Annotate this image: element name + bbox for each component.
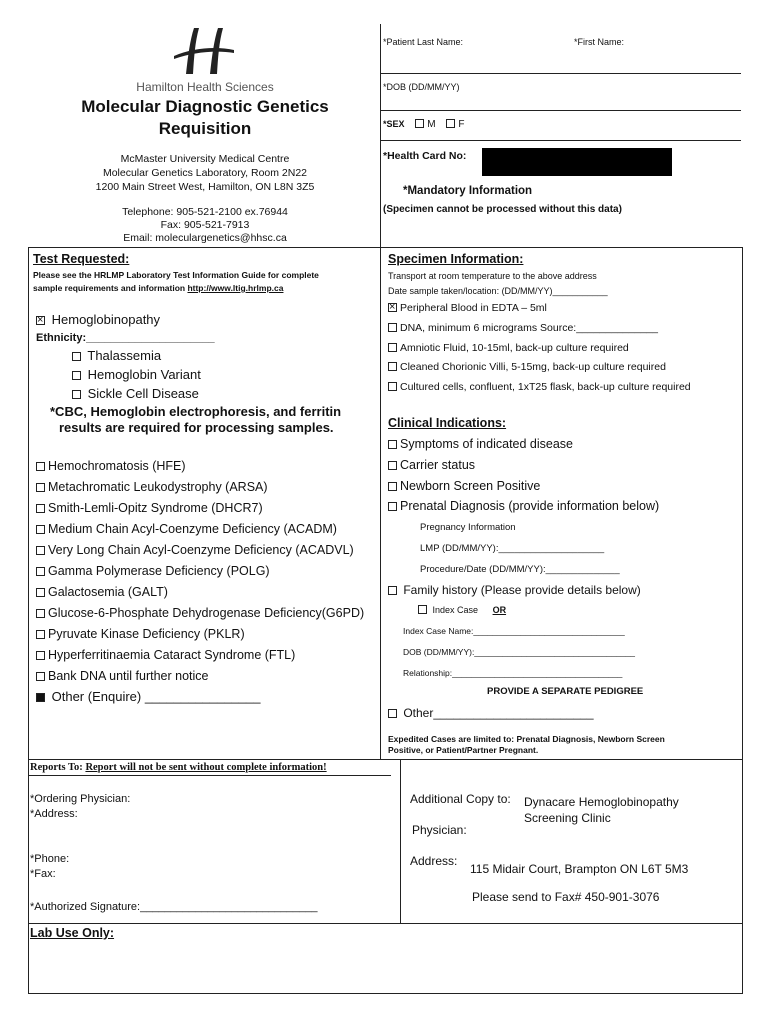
test-option[interactable] [36, 459, 186, 473]
mandatory-sub: (Specimen cannot be processed without this data) [383, 204, 622, 215]
pregnancy-info: Pregnancy Information [420, 522, 516, 533]
hb-variant-option[interactable] [72, 367, 201, 382]
sex-m-checkbox[interactable] [415, 119, 424, 128]
name-underline [381, 73, 741, 74]
send-fax-note: Please send to Fax# 450-901-3076 [472, 890, 660, 904]
family-history-checkbox[interactable] [388, 586, 397, 595]
clinical-heading: Clinical Indications: [388, 416, 507, 430]
hemoglobinopathy-label: Hemoglobinopathy [51, 312, 161, 327]
test-option[interactable] [36, 501, 263, 515]
ordering-physician-field[interactable]: *Ordering Physician: [30, 793, 131, 805]
mid-divider-vertical [380, 247, 381, 759]
test-option[interactable] [36, 564, 270, 578]
lab-address-line2: Molecular Genetics Laboratory, Room 2N22 [102, 167, 308, 179]
form-title-line2: Requisition [158, 119, 252, 138]
test-option-label: Pyruvate Kinase Deficiency (PKLR) [48, 627, 245, 641]
index-case-label: Index Case [432, 605, 479, 615]
clinical-option-label: Symptoms of indicated disease [400, 437, 574, 451]
copy-name-line1: Dynacare Hemoglobinopathy [524, 795, 679, 809]
copy-address-label: Address: [410, 854, 458, 868]
test-option[interactable] [36, 669, 209, 683]
form-border-right [742, 247, 743, 993]
specimen-option[interactable] [388, 342, 629, 354]
test-requested-heading: Test Requested: [33, 252, 130, 266]
test-option-checkbox[interactable] [36, 483, 45, 492]
copy-address: 115 Midair Court, Brampton ON L6T 5M3 [470, 862, 689, 876]
clinical-option-checkbox[interactable] [388, 482, 397, 491]
lab-use-label: Lab Use Only: [30, 926, 115, 940]
specimen-option-checkbox[interactable] [388, 343, 397, 352]
test-option-label: Galactosemia (GALT) [48, 585, 168, 599]
lab-fax: Fax: 905-521-7913 [160, 219, 250, 231]
patient-last-name-label: *Patient Last Name: [383, 37, 464, 47]
hb-variant-checkbox[interactable] [72, 371, 81, 380]
thalassemia-label: Thalassemia [87, 348, 162, 363]
lab-telephone: Telephone: 905-521-2100 ex.76944 [122, 206, 288, 218]
family-history-label: Family history (Please provide details below) [403, 583, 641, 597]
physician-address-field[interactable]: *Address: [30, 808, 78, 820]
specimen-option[interactable] [388, 322, 658, 334]
clinical-option-label: Prenatal Diagnosis (provide information below) [400, 499, 660, 513]
hemoglobinopathy-option[interactable] [36, 312, 160, 327]
thalassemia-checkbox[interactable] [72, 352, 81, 361]
sex-f-checkbox[interactable] [446, 119, 455, 128]
lab-address-line1: McMaster University Medical Centre [120, 153, 290, 165]
specimen-option-label: DNA, minimum 6 micrograms Source:______________ [400, 322, 658, 334]
sickle-cell-label: Sickle Cell Disease [87, 386, 199, 401]
sickle-cell-checkbox[interactable] [72, 390, 81, 399]
hemoglobinopathy-checkbox[interactable] [36, 316, 45, 325]
test-option[interactable] [36, 648, 295, 662]
test-option-checkbox[interactable] [36, 567, 45, 576]
signature-field[interactable]: *Authorized Signature:_____________________________ [30, 901, 318, 913]
specimen-date-taken[interactable]: Date sample taken/location: (DD/MM/YY)___________ [388, 286, 608, 296]
test-option[interactable] [36, 606, 364, 620]
hhs-logo-icon [172, 26, 236, 76]
patient-name-field[interactable] [383, 50, 728, 72]
specimen-option-label: Peripheral Blood in EDTA – 5ml [400, 302, 547, 314]
test-info-line2 [33, 283, 283, 293]
clinical-option-checkbox[interactable] [388, 440, 397, 449]
form-border-bottom [28, 993, 743, 994]
specimen-transport: Transport at room temperature to the above address [388, 271, 597, 281]
test-option-checkbox[interactable] [36, 588, 45, 597]
or-label: OR [492, 605, 507, 615]
cbc-note-line1: *CBC, Hemoglobin electrophoresis, and ferritin [50, 404, 342, 419]
health-card-field[interactable] [482, 148, 672, 176]
reports-to-label: Reports To: [30, 762, 83, 773]
test-option-label: Smith-Lemli-Opitz Syndrome (DHCR7) [48, 501, 263, 515]
test-option[interactable] [36, 627, 245, 641]
ethnicity-field[interactable]: Ethnicity:_____________________ [36, 332, 215, 344]
test-option-label: Very Long Chain Acyl-Coenzyme Deficiency (ACADVL) [48, 543, 354, 557]
clinical-other-checkbox[interactable] [388, 709, 397, 718]
index-dob-field[interactable]: DOB (DD/MM/YY):__________________________________ [403, 647, 636, 657]
family-history-option[interactable] [388, 583, 641, 597]
dob-field[interactable] [383, 95, 728, 109]
reports-border-top [28, 759, 743, 760]
expedited-line2: Positive, or Patient/Partner Pregnant. [388, 745, 539, 755]
test-option-checkbox[interactable] [36, 630, 45, 639]
dob-label: *DOB (DD/MM/YY) [383, 82, 460, 92]
test-option-checkbox[interactable] [36, 672, 45, 681]
test-option-label: Bank DNA until further notice [48, 669, 209, 683]
form-title-line1: Molecular Diagnostic Genetics [81, 97, 329, 116]
fax-field[interactable]: *Fax: [30, 868, 56, 880]
index-case-name-field[interactable]: Index Case Name:________________________________ [403, 626, 625, 636]
cbc-note-line2: results are required for processing samples. [59, 420, 334, 435]
hb-variant-label: Hemoglobin Variant [87, 367, 201, 382]
clinical-option-checkbox[interactable] [388, 502, 397, 511]
test-option-label: Hyperferritinaemia Cataract Syndrome (FTL) [48, 648, 296, 662]
other-enquire-option[interactable] [36, 689, 261, 704]
specimen-option-checkbox[interactable] [388, 323, 397, 332]
lmp-field[interactable]: LMP (DD/MM/YY):____________________ [420, 543, 605, 554]
relationship-field[interactable]: Relationship:____________________________________ [403, 668, 623, 678]
org-name: Hamilton Health Sciences [136, 80, 274, 94]
specimen-heading: Specimen Information: [388, 252, 524, 266]
clinical-other-label: Other________________________ [403, 706, 594, 720]
patient-first-name-label: *First Name: [574, 37, 625, 47]
additional-copy-label: Additional Copy to: [410, 792, 511, 806]
test-info-link[interactable]: http://www.ltig.hrlmp.ca [187, 283, 284, 293]
copy-physician-label: Physician: [412, 823, 467, 837]
clinical-option-label: Newborn Screen Positive [400, 479, 541, 493]
specimen-option[interactable] [388, 361, 666, 373]
mandatory-note: *Mandatory Information [403, 185, 533, 197]
other-enquire-checkbox[interactable] [36, 693, 45, 702]
test-info-line1: Please see the HRLMP Laboratory Test Information Guide for complete [33, 270, 319, 280]
lab-use-area [30, 944, 740, 990]
reports-divider-vertical [400, 759, 401, 924]
form-border-left [28, 247, 29, 993]
test-option-checkbox[interactable] [36, 609, 45, 618]
test-option-checkbox[interactable] [36, 462, 45, 471]
lab-address-line3: 1200 Main Street West, Hamilton, ON L8N 3Z5 [95, 181, 315, 193]
test-option-checkbox[interactable] [36, 525, 45, 534]
test-option-label: Gamma Polymerase Deficiency (POLG) [48, 564, 270, 578]
index-case-checkbox[interactable] [418, 605, 427, 614]
clinical-option[interactable] [388, 458, 475, 472]
test-option-checkbox[interactable] [36, 546, 45, 555]
specimen-option[interactable] [388, 302, 547, 314]
health-card-label: *Health Card No: [383, 150, 467, 162]
reports-warning: Report will not be sent without complete information! [85, 762, 327, 773]
copy-name-line2: Screening Clinic [524, 811, 611, 825]
clinical-other-option[interactable] [388, 706, 594, 720]
test-option-checkbox[interactable] [36, 504, 45, 513]
test-option-label: Glucose-6-Phosphate Dehydrogenase Deficiency(G6PD) [48, 606, 365, 620]
test-option[interactable] [36, 543, 354, 557]
specimen-option[interactable] [388, 381, 691, 393]
form-border-top [28, 247, 743, 248]
clinical-option[interactable] [388, 479, 540, 493]
clinical-option[interactable] [388, 437, 573, 451]
test-option-label: Metachromatic Leukodystrophy (ARSA) [48, 480, 268, 494]
sex-f-label: F [458, 119, 465, 130]
lab-email: Email: moleculargenetics@hhsc.ca [123, 232, 287, 244]
other-enquire-label: Other (Enquire) ________________ [51, 689, 261, 704]
clinical-option-checkbox[interactable] [388, 461, 397, 470]
test-option[interactable] [36, 480, 268, 494]
test-option-label: Medium Chain Acyl-Coenzyme Deficiency (ACADM) [48, 522, 337, 536]
index-case-option[interactable] [418, 605, 506, 615]
specimen-option-checkbox[interactable] [388, 382, 397, 391]
procedure-date-field[interactable]: Procedure/Date (DD/MM/YY):______________ [420, 564, 620, 575]
sex-underline [381, 140, 741, 141]
specimen-option-label: Cultured cells, confluent, 1xT25 flask, back-up culture required [400, 381, 691, 393]
sex-field [383, 119, 465, 130]
reports-to [30, 762, 327, 773]
test-option-checkbox[interactable] [36, 651, 45, 660]
sex-label: *SEX [383, 119, 405, 129]
specimen-option-label: Amniotic Fluid, 10-15ml, back-up culture required [400, 342, 629, 354]
specimen-option-checkbox[interactable] [388, 303, 397, 312]
phone-field[interactable]: *Phone: [30, 853, 70, 865]
expedited-line1: Expedited Cases are limited to: Prenatal Diagnosis, Newborn Screen [388, 734, 665, 744]
header-divider-vertical [380, 24, 381, 248]
clinical-option-label: Carrier status [400, 458, 476, 472]
specimen-option-checkbox[interactable] [388, 362, 397, 371]
test-option[interactable] [36, 522, 337, 536]
sex-m-label: M [427, 119, 436, 130]
lab-border-top [28, 923, 743, 924]
pedigree-note: PROVIDE A SEPARATE PEDIGREE [487, 686, 644, 697]
test-option-label: Hemochromatosis (HFE) [48, 459, 186, 473]
sickle-cell-option[interactable] [72, 386, 199, 401]
test-option[interactable] [36, 585, 168, 599]
test-info-prefix: sample requirements and information [33, 283, 188, 293]
thalassemia-option[interactable] [72, 348, 161, 363]
reports-label-underline [28, 775, 391, 776]
hhs-logo [172, 26, 236, 76]
clinical-option[interactable] [388, 499, 659, 513]
specimen-option-label: Cleaned Chorionic Villi, 5-15mg, back-up culture required [400, 361, 666, 373]
dob-underline [381, 110, 741, 111]
